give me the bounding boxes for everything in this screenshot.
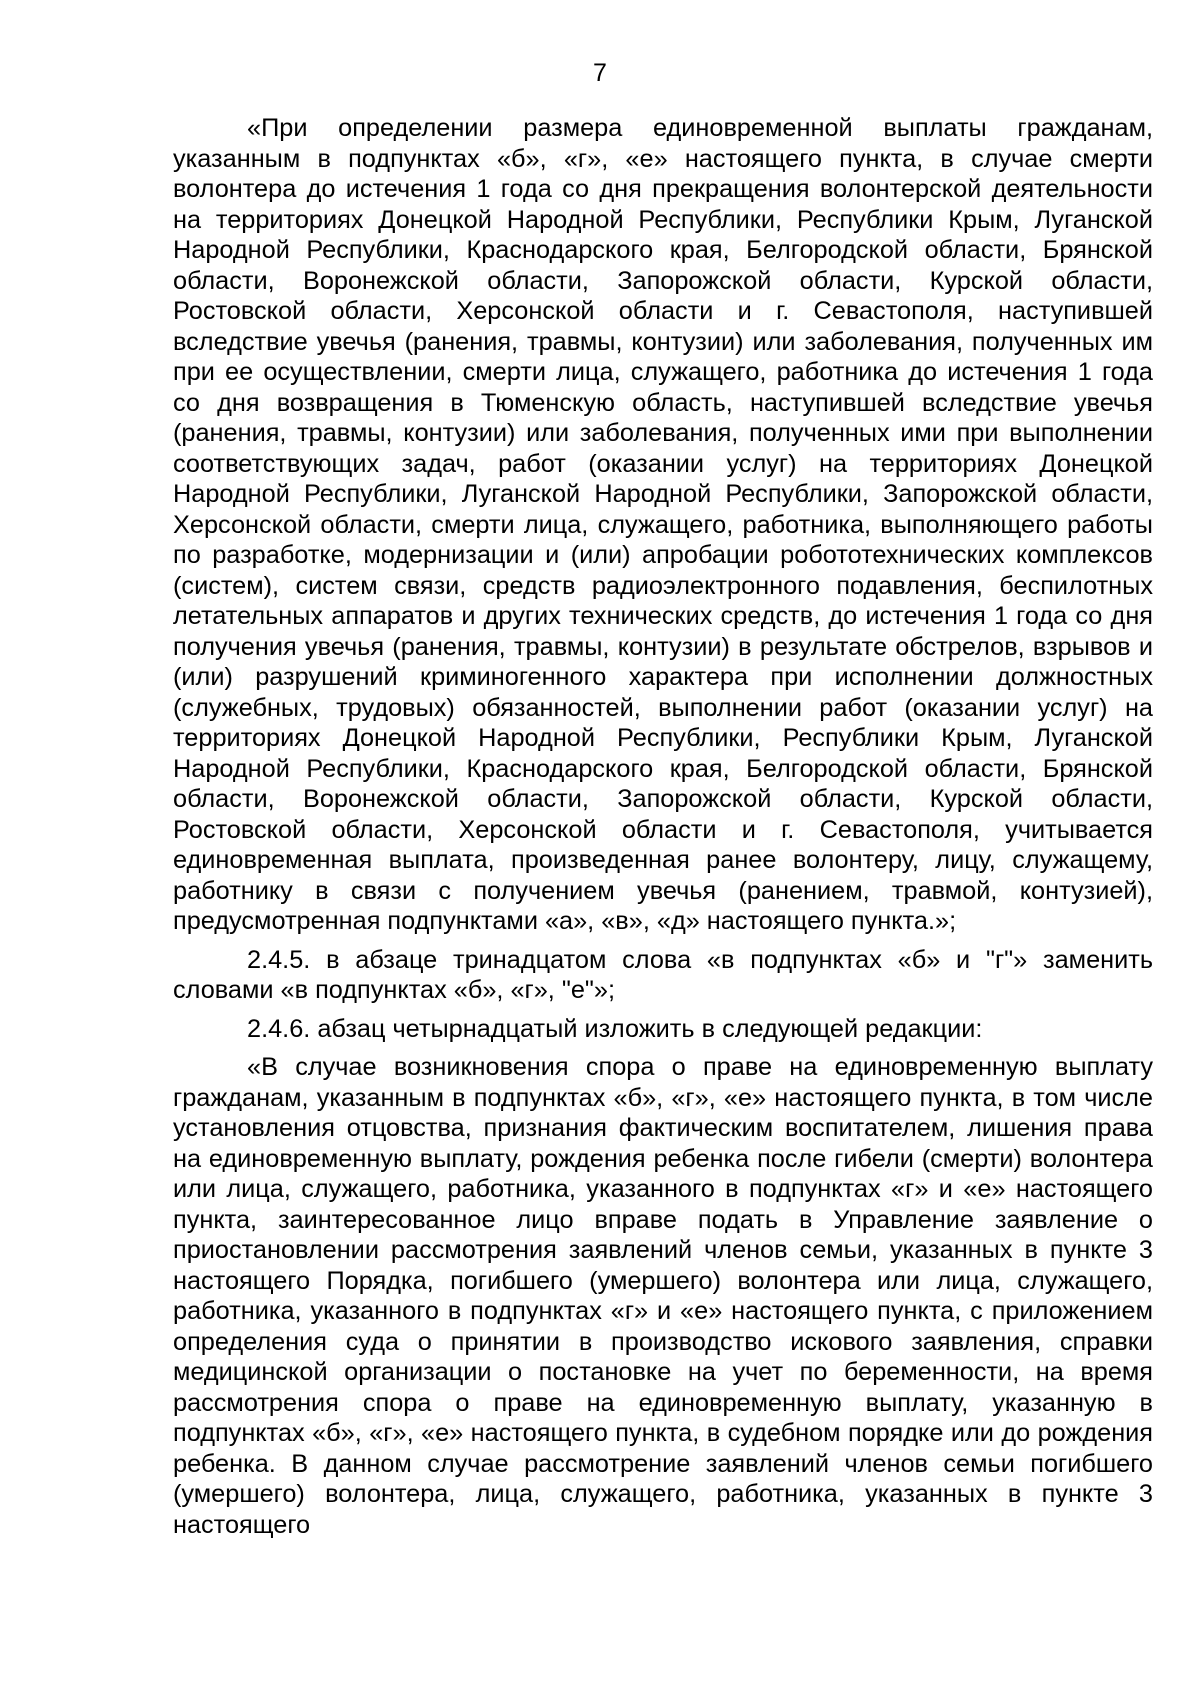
paragraph-lump-sum-calculation: «При определении размера единовременной выплаты гражданам, указанным в подпунктах «б», «г», «е» настоящего пункта, в случае смерти волонтера до истечения 1 года со дня прекращения волонтерской деятельности на территориях Донецкой Народной Республики, Республики Крым, Луганской Народной Республики, Краснодарского края, Белгородской области, Брянской области, Воронежской области, Запорожской области, Курской области, Ростовской области, Херсонской области и г. Севастополя, наступившей вследствие увечья (ранения, травмы, контузии) или заболевания, полученных им при ее осуществлении, смерти лица, служащего, работника до истечения 1 года со дня возвращения в Тюменскую область, наступившей вследствие увечья (ранения, травмы, контузии) или заболевания, полученных ими при выполнении соответствующих задач, работ (оказании услуг) на территориях Донецкой Народной Республики, Луганской Народной Республики, Запорожской области, Херсонской области, смерти лица, служащего, работника, выполняющего работы по разработке, модернизации и (или) апробации робототехнических комплексов (систем), систем связи, средств радиоэлектронного подавления, беспилотных летательных аппаратов и других технических средств, до истечения 1 года со дня получения увечья (ранения, травмы, контузии) в результате обстрелов, взрывов и (или) разрушений криминогенного характера при исполнении должностных (служебных, трудовых) обязанностей, выполнении работ (оказании услуг) на территориях Донецкой Народной Республики, Республики Крым, Луганской Народной Республики, Краснодарского края, Белгородской области, Брянской области, Воронежской области, Запорожской области, Курской области, Ростовской области, Херсонской области и г. Севастополя, учитывается единовременная выплата, произведенная ранее волонтеру, лицу, служащему, работнику в связи с получением увечья (ранением, травмой, контузией), предусмотренная подпунктами «а», «в», «д» настоящего пункта.»; xyxy=(173,114,1153,935)
document-body xyxy=(173,113,1153,1540)
paragraph-2-4-6: 2.4.6. абзац четырнадцатый изложить в следующей редакции: xyxy=(247,1014,983,1043)
paragraph-dispute-case: «В случае возникновения спора о праве на единовременную выплату гражданам, указанным в подпунктах «б», «г», «е» настоящего пункта, в том числе установления отцовства, признания фактическим воспитателем, лишения права на единовременную выплату, рождения ребенка после гибели (смерти) волонтера или лица, служащего, работника, указанного в подпунктах «г» и «е» настоящего пункта, заинтересованное лицо вправе подать в Управление заявление о приостановлении рассмотрения заявлений членов семьи, указанных в пункте 3 настоящего Порядка, погибшего (умершего) волонтера или лица, служащего, работника, указанного в подпунктах «г» и «е» настоящего пункта, с приложением определения суда о принятии в производство искового заявления, справки медицинской организации о постановке на учет по беременности, на время рассмотрения спора о праве на единовременную выплату, указанную в подпунктах «б», «г», «е» настоящего пункта, в судебном порядке или до рождения ребенка. В данном случае рассмотрение заявлений членов семьи погибшего (умершего) волонтера, лица, служащего, работника, указанных в пункте 3 настоящего xyxy=(173,1053,1153,1539)
paragraph-2-4-5: 2.4.5. в абзаце тринадцатом слова «в подпунктах «б» и "г"» заменить словами «в подпунктах «б», «г», "е"»; xyxy=(173,945,1153,1004)
page-number: 7 xyxy=(593,59,607,87)
